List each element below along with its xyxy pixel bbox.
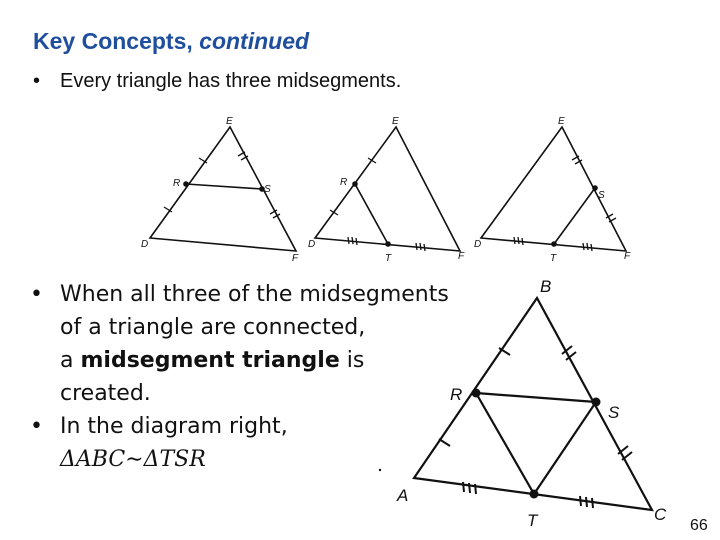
tri1-label-E: E: [226, 116, 233, 127]
tri2-label-D: D: [308, 239, 316, 250]
large-label-S: S: [608, 403, 620, 422]
bullet-2-text-3a: a: [60, 348, 81, 373]
large-label-C: C: [654, 505, 667, 524]
bullet-2-line-1: [30, 278, 470, 311]
tri2-label-E: E: [392, 116, 399, 127]
tri3-label-S: S: [598, 190, 605, 201]
large-label-B: B: [540, 277, 552, 296]
tri3-label-F: F: [624, 251, 631, 262]
tri1-label-F: F: [292, 253, 299, 264]
concept-text-block: [30, 278, 470, 476]
bullet-2-line-4: [30, 377, 470, 410]
bullet-text: Every triangle has three midsegments.: [60, 70, 402, 92]
tri2-label-T: T: [385, 253, 392, 264]
bullet-3-line-2: [30, 443, 470, 476]
midsegment-triangle-term: midsegment triangle: [80, 348, 340, 373]
bullet-2-line-2: [30, 311, 470, 344]
bullet-2-text-3b: is: [339, 348, 365, 373]
bullet-symbol: •: [33, 70, 41, 92]
bullet-2-text-4: created.: [60, 381, 151, 406]
tri3-label-T: T: [550, 253, 557, 264]
large-label-R: R: [450, 385, 463, 404]
tri3-label-D: D: [474, 239, 482, 250]
bullet-3-text-1: In the diagram right,: [60, 414, 288, 439]
midsegment-triangle-TSR: [476, 393, 596, 494]
title-italic: continued: [199, 28, 310, 54]
bullet-2-text-2: of a triangle are connected,: [60, 315, 366, 340]
bullet-2-text-1: When all three of the midsegments: [60, 282, 449, 307]
tri1-label-R: R: [173, 178, 181, 189]
tri2-label-R: R: [340, 177, 348, 188]
tri1-label-S: S: [264, 184, 271, 195]
title-main: Key Concepts,: [33, 28, 200, 54]
large-label-A: A: [397, 486, 409, 505]
tri3-label-E: E: [558, 116, 565, 127]
tri1-label-D: D: [141, 239, 149, 250]
bullet-symbol: •: [30, 414, 43, 439]
bullet-symbol: •: [30, 282, 43, 307]
large-label-T: T: [527, 511, 538, 530]
similarity-statement: ΔABC∼ΔTSR: [60, 447, 206, 472]
bullet-2-line-3: [30, 344, 470, 377]
bullet-3-line-1: [30, 410, 470, 443]
tri2-label-F: F: [458, 251, 465, 262]
page-number: 66: [690, 517, 708, 534]
